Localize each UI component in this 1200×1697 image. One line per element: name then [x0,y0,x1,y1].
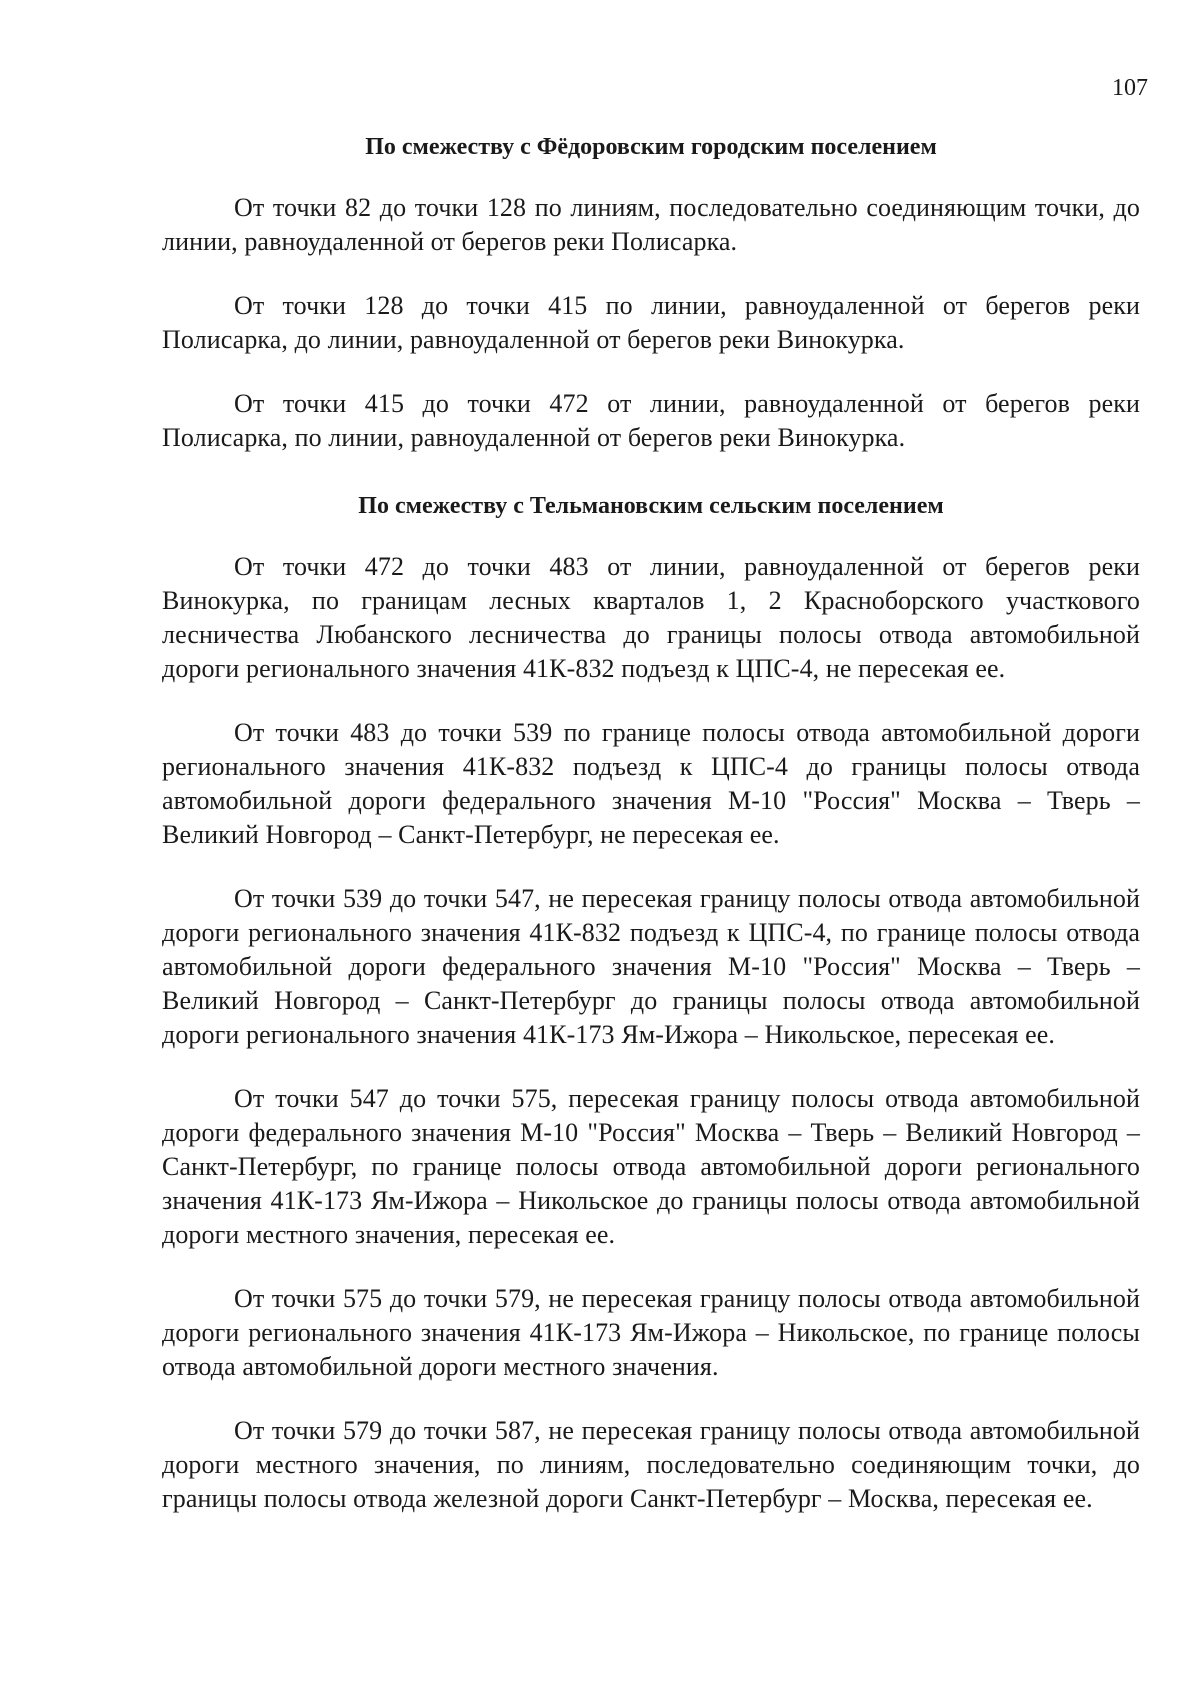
paragraph: От точки 128 до точки 415 по линии, равноудаленной от берегов реки Полисарка, до линии, равноудаленной от берегов реки Винокурка. [162,291,1140,355]
page-number: 107 [1112,75,1148,101]
paragraph: От точки 575 до точки 579, не пересекая границу полосы отвода автомобильной дороги регионального значения 41К-173 Ям-Ижора – Никольское, по границе полосы отвода автомобильной дороги местного значения. [162,1284,1140,1382]
section-heading-fedorovskoe: По смежеству с Фёдоровским городским поселением [365,134,937,160]
paragraph: От точки 472 до точки 483 от линии, равноудаленной от берегов реки Винокурка, по границам лесных кварталов 1, 2 Красноборского участкового лесничества Любанского лесничества до границы полосы отвода автомобильной дороги регионального значения 41К-832 подъезд к ЦПС-4, не пересекая ее. [162,552,1140,684]
section-heading-telmanovskoe: По смежеству с Тельмановским сельским поселением [358,493,944,520]
paragraph: От точки 483 до точки 539 по границе полосы отвода автомобильной дороги регионального значения 41К-832 подъезд к ЦПС-4 до границы полосы отвода автомобильной дороги федерального значения М-10 "Россия" Москва – Тверь – Великий Новгород – Санкт-Петербург, не пересекая ее. [162,718,1140,850]
paragraph: От точки 547 до точки 575, пересекая границу полосы отвода автомобильной дороги федерального значения М-10 "Россия" Москва – Тверь – Великий Новгород – Санкт-Петербург, по границе полосы отвода автомобильной дороги регионального значения 41К-173 Ям-Ижора – Никольское до границы полосы отвода автомобильной дороги местного значения, пересекая ее. [162,1084,1140,1250]
paragraph: От точки 415 до точки 472 от линии, равноудаленной от берегов реки Полисарка, по линии, равноудаленной от берегов реки Винокурка. [162,389,1140,453]
paragraph: От точки 579 до точки 587, не пересекая границу полосы отвода автомобильной дороги местного значения, по линиям, последовательно соединяющим точки, до границы полосы отвода железной дороги Санкт-Петербург – Москва, пересекая ее. [162,1416,1140,1514]
document-body [162,132,1140,1516]
paragraph: От точки 82 до точки 128 по линиям, последовательно соединяющим точки, до линии, равноудаленной от берегов реки Полисарка. [162,193,1140,257]
paragraph: От точки 539 до точки 547, не пересекая границу полосы отвода автомобильной дороги регионального значения 41К-832 подъезд к ЦПС-4, по границе полосы отвода автомобильной дороги федерального значения М-10 "Россия" Москва – Тверь – Великий Новгород – Санкт-Петербург до границы полосы отвода автомобильной дороги регионального значения 41К-173 Ям-Ижора – Никольское, пересекая ее. [162,884,1140,1050]
